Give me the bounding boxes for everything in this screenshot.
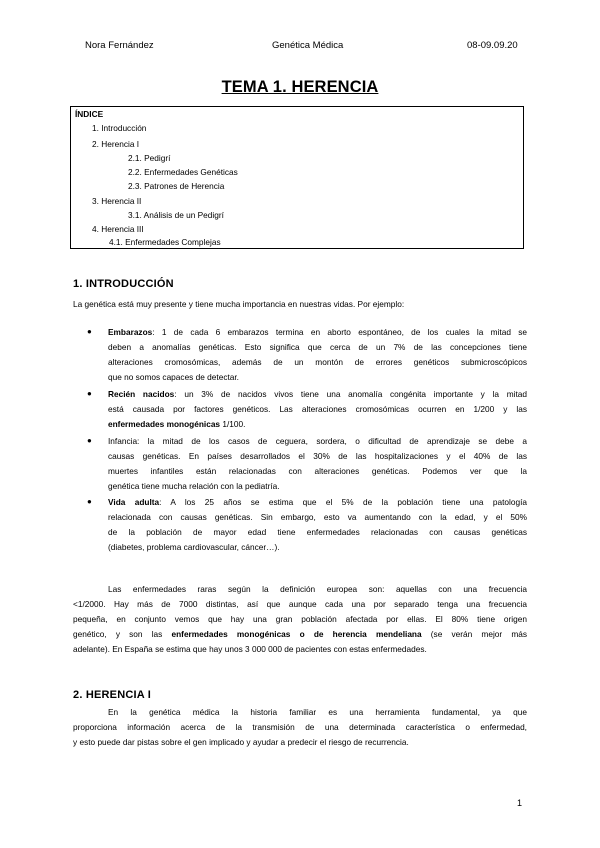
text-line: 1/100. bbox=[220, 419, 246, 429]
text-line: adelante). En España se estima que hay unos 3 000 000 de pacientes con estas enfermedades. bbox=[73, 644, 427, 654]
text-line: genético, y son las bbox=[73, 629, 172, 639]
section-heading-introduccion: 1. INTRODUCCIÓN bbox=[73, 278, 174, 290]
bullet-icon: ● bbox=[87, 497, 92, 506]
text-line: muertes infantiles están relacionadas con alteraciones genéticas. Podemos ver que la bbox=[108, 466, 527, 476]
toc-item-1[interactable]: 1. Introducción bbox=[92, 123, 147, 133]
toc-item-2[interactable]: 2. Herencia I bbox=[92, 139, 140, 149]
text-line: proporciona información acerca de la transmisión de una determinada característica o enfermedad, bbox=[73, 722, 527, 732]
bullet-icon: ● bbox=[87, 436, 92, 445]
text-line: alteraciones cromosómicas, además de un montón de errores genéticos submicroscópicos bbox=[108, 357, 527, 367]
text-line: (diabetes, problema cardiovascular, cáncer…). bbox=[108, 542, 280, 552]
paragraph-enfermedades-raras bbox=[73, 582, 527, 672]
intro-paragraph: La genética está muy presente y tiene mucha importancia en nuestras vidas. Por ejemplo: bbox=[73, 299, 405, 309]
text-line: está causada por factores genéticos. Las alteraciones cromosómicas ocurren en 1/200 y las bbox=[108, 404, 527, 414]
header-subject: Genética Médica bbox=[272, 40, 344, 51]
bullet-term: Embarazos bbox=[108, 327, 153, 337]
text-line: Las enfermedades raras según la definición europea son: aquellas con una frecuencia bbox=[108, 584, 527, 594]
paragraph-herencia-i bbox=[73, 705, 527, 753]
text-line: : A los 25 años se estima que el 5% de la población tiene una patología bbox=[159, 497, 527, 507]
text-line: : un 3% de nacidos vivos tiene una anomalía congénita importante y la mitad bbox=[174, 389, 528, 399]
toc-heading: ÍNDICE bbox=[75, 109, 104, 119]
toc-item-3-1[interactable]: 3.1. Análisis de un Pedigrí bbox=[128, 210, 224, 220]
header-author: Nora Fernández bbox=[85, 40, 154, 51]
page-title: TEMA 1. HERENCIA bbox=[221, 78, 379, 96]
text-line: de la población de mayor edad tiene enfermedades relacionadas con causas genéticas bbox=[108, 527, 527, 537]
bullet-icon: ● bbox=[87, 389, 92, 398]
toc-item-2-3[interactable]: 2.3. Patrones de Herencia bbox=[128, 181, 225, 191]
table-of-contents bbox=[70, 106, 524, 249]
text-line: Infancia: la mitad de los casos de ceguera, sordera, o dificultad de aprendizaje se debe a bbox=[108, 436, 527, 446]
text-line: que no somos capaces de detectar. bbox=[108, 372, 239, 382]
text-line: En la genética médica la historia familiar es una herramienta fundamental, ya que bbox=[108, 707, 527, 717]
text-line: deben a anomalías genéticas. Esto significa que cerca de un 7% de las concepciones tiene bbox=[108, 342, 527, 352]
bullet-term: Recién nacidos bbox=[108, 389, 175, 399]
bullet-term: Vida adulta bbox=[108, 497, 160, 507]
bold-term: enfermedades monogénicas o de herencia mendeliana bbox=[171, 629, 422, 639]
section-heading-herencia-i: 2. HERENCIA I bbox=[73, 689, 151, 701]
toc-item-4-1[interactable]: 4.1. Enfermedades Complejas bbox=[109, 237, 221, 247]
toc-item-4[interactable]: 4. Herencia III bbox=[92, 224, 144, 234]
text-line: y esto puede dar pistas sobre el gen implicado y ayudar a predecir el riesgo de recurrencia. bbox=[73, 737, 409, 747]
text-line: (se verán mejor más bbox=[421, 629, 528, 639]
text-line: relacionada con causas genéticas. Sin embargo, esto va aumentando con la edad, y el 50% bbox=[108, 512, 527, 522]
text-line: pequeña, en conjunto vemos que hay una gran población afectada por ellas. El 80% tiene origen bbox=[73, 614, 527, 624]
toc-item-2-1[interactable]: 2.1. Pedigrí bbox=[128, 153, 171, 163]
bold-term: enfermedades monogénicas bbox=[108, 419, 221, 429]
text-line: genética tiene mucha relación con la pediatría. bbox=[108, 481, 280, 491]
toc-item-2-2[interactable]: 2.2. Enfermedades Genéticas bbox=[128, 167, 238, 177]
text-line: <1/2000. Hay más de 7000 distintas, así que aunque cada una por separado tenga una frecuencia bbox=[73, 599, 527, 609]
page-number: 1 bbox=[517, 798, 523, 808]
header-date: 08-09.09.20 bbox=[467, 40, 518, 51]
text-line: causas genéticas. En países desarrollados el 30% de las hospitalizaciones y el 40% de las bbox=[108, 451, 527, 461]
toc-item-3[interactable]: 3. Herencia II bbox=[92, 196, 142, 206]
text-line: : 1 de cada 6 embarazos termina en aborto espontáneo, de los cuales la mitad se bbox=[152, 327, 527, 337]
bullet-icon: ● bbox=[87, 327, 92, 336]
